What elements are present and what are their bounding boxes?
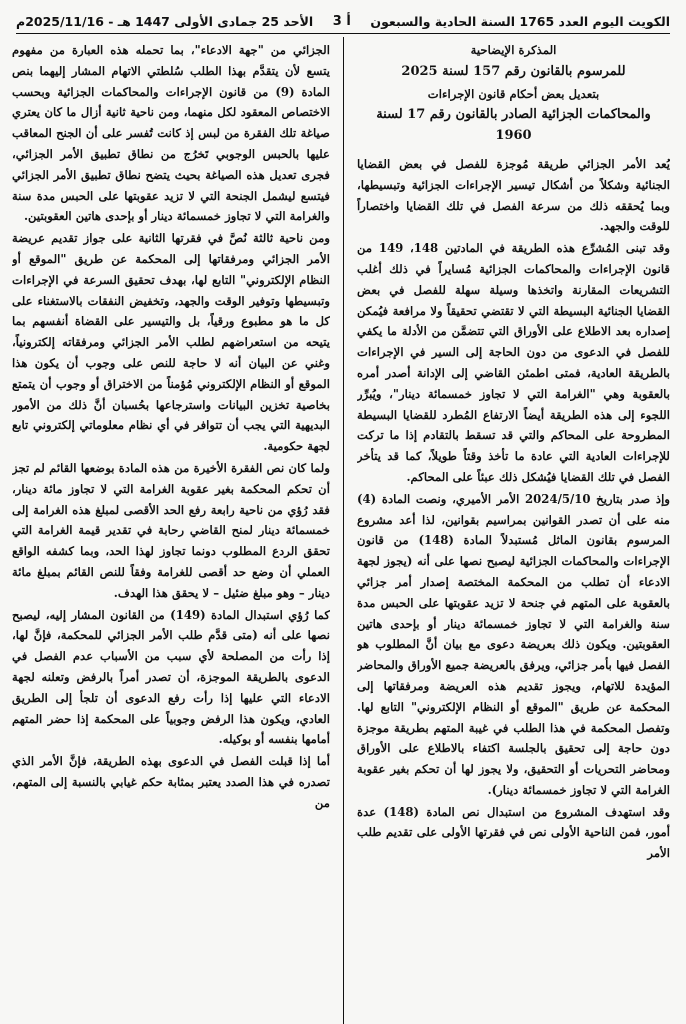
header-rule [16, 33, 670, 34]
publication-info: الكويت اليوم العدد 1765 السنة الحادية والسبعون [370, 13, 670, 29]
body-paragraph: ومن ناحية ثالثة نُصَّ في فقرتها الثانية على جواز تقديم عريضة الأمر الجزائي ومرفقاتها إلى المحكمة عن طريق "الموقع أو النظام الإلكتروني" التابع لها، بهدف تحقيق السرعة في الإجراءات وتبسيطها وتوفير الوقت والجهد، وتخفيض النفقات بالاستغناء على كل ما هو مطبوع ورقياً، بل والتيسير على القضاة أنفسهم بما يتيحه من استعراضهم لطلب الأمر الجزائي ومرفقاته إلكترونياً، وغني عن البيان أنه لا حاجة للنص على وجوب أن يكون هذا الموقع أو النظام الإلكتروني مُؤمناً من الاختراق أو وجوب أن يتمتع بخاصية تخزين البيانات واسترجاعها بحُسبان أنَّ ذلك من الأمور البديهية التي يجب أن تتوافر في أي نظام معلوماتي إلكتروني تابع لجهة حكومية. [12, 231, 330, 454]
body-paragraph: وقد استهدف المشروع من استبدال نص المادة (148) عدة أمور، فمن الناحية الأولى نص في فقرتها الأولى على تقديم طلب الأمر [357, 804, 670, 861]
page-number: أ 3 [332, 13, 351, 29]
column-divider [343, 37, 344, 1024]
body-paragraph: كما رُؤي استبدال المادة (149) من القانون المشار إليه، ليصبح نصها على أنه (متى قدَّم طلب الأمر الجزائي للمحكمة، فإنَّ لها، إذا رأت من المصلحة لأي سبب من الأسباب عدم الفصل في الدعوى بالطريقة الموجزة، أن تصدر أمراً بالرفض وتعلنه لجهة الادعاء التي عليها إذا رأت رفع الدعوى أن تلجأ إلى الطريق العادي، ويكون هذا الرفض وجوبياً على المحكمة إذا حضر المتهم أمامها بنفسه أو بوكيله. [12, 607, 330, 747]
body-paragraph: وإذ صدر بتاريخ 2024/5/10 الأمر الأميري، ونصت المادة (4) منه على أن تصدر القوانين بمراسيم بقوانين، لذا أعد مشروع المرسوم بقانون الماثل مُستبدلاً المادة (148) من قانون الإجراءات والمحاكمات الجزائية ليصبح نصها على أنه (يجوز لجهة الادعاء أن تطلب من المحكمة المختصة إصدار أمر جزائي بالعقوبة على المتهم في جنحة لا تزيد عقوبتها على الحبس مدة سنة والغرامة التي لا تجاوز خمسمائة دينار أو بإحدى هاتين العقوبتين. ويكون ذلك بعريضة دعوى مع بيان أنَّ المطلوب هو الفصل فيها بأمر جزائي، ويرفق بالعريضة جميع الأوراق والمحاضر المؤيدة للاتهام، ويجوز تقديم هذه العريضة ومرفقاتها إلى المحكمة عن طريق "الموقع أو النظام الإلكتروني" التابع لها. وتفصل المحكمة في هذا الطلب في غيبة المتهم بطريقة موجزة دون حاجة إلى تحقيق بالجلسة اكتفاء بالاطلاع على الأوراق ومحاضر التحريات أو التحقيق، ولا يجوز لها أن تحكم بغير عقوبة الغرامة التي لا تجاوز خمسمائة دينار). [357, 491, 670, 797]
issue-date: الأحد 25 جمادى الأولى 1447 هـ - 2025/11/16م [16, 13, 314, 29]
body-paragraph: الجزائي من "جهة الادعاء"، بما تحمله هذه العبارة من مفهوم يتسع لأن يتقدَّم بهذا الطلب سُلطتي الاتهام المشار إليهما بنص المادة (9) من قانون الإجراءات والمحاكمات الجزائية وبحسب الاختصاص المعقود لكل منهما، ومن ناحية ثانية أزال ما كان يعتري صياغة تلك الفقرة من لبس إذ كانت تُفسر على أن الجنح المعاقب عليها بالحبس الوجوبي تَخرُج من نطاق تطبيق الأمر الجزائي، فجرى تعديل هذه الصياغة بحيث يتضح نطاق تطبيق الأمر الجزائي فيتسع ليشمل الجنحة التي لا تزيد عقوبتها على الحبس مدة سنة والغرامة التي لا تجاوز خمسمائة دينار أو بإحدى هاتين العقوبتين. [12, 43, 330, 224]
body-paragraph: يُعد الأمر الجزائي طريقة مُوجزة للفصل في بعض القضايا الجنائية وشكلاً من أشكال تيسير الإجراءات الجزائية وتبسيطها، وبما يُحققه ذلك من سرعة الفصل في تلك القضايا واختصاراً للوقت والجهد. [357, 156, 670, 234]
body-paragraph: أما إذا قبلت الفصل في الدعوى بهذه الطريقة، فإنَّ الأمر الذي تصدره في هذا الصدد يعتبر بمثابة حكم غيابي بالنسبة إلى المتهم، من [12, 754, 330, 810]
memo-title-line: للمرسوم بالقانون رقم 157 لسنة 2025 [401, 63, 626, 79]
memo-title-line: والمحاكمات الجزائية الصادر بالقانون رقم 17 لسنة 1960 [376, 107, 651, 144]
body-paragraph: وقد تبنى المُشرِّع هذه الطريقة في المادتين 148، 149 من قانون الإجراءات والمحاكمات الجزائية مُسايراً في ذلك أغلب التشريعات المقارنة واتخذها وسيلة سهلة للفصل في بعض القضايا الجنائية البسيطة التي لا تقتضي تحقيقاً ولا مرافعة فيُمكن إصداره بعد الاطلاع على الأوراق التي تتضمَّن من الأدلة ما يكفي للفصل في الدعوى من دون الحاجة إلى السير في الإجراءات بالطريقة العادية، فمتى اطمئن القاضي إلى الإدانة أصدر أمره بالعقوبة وهي "الغرامة التي لا تجاوز خمسمائة دينار"، ويُبرِّر اللجوء إلى هذه الطريقة أيضاً الارتفاع المُطرد للقضايا البسيطة المطروحة على المحاكم والتي قد تسقط بالتقادم إذا ما تركت للإجراءات العادية التي عادة ما تأخذ وقتاً طويلاً، كما قد يتأخر الفصل في تلك القضايا فيُشكل ذلك عبئاً على المحاكم. [357, 241, 670, 484]
memo-label: المذكرة الإيضاحية [470, 43, 557, 57]
body-paragraph: ولما كان نص الفقرة الأخيرة من هذه المادة بوضعها القائم لم تجز أن تحكم المحكمة بغير عقوبة الغرامة التي لا تجاوز مائة دينار، فقد رُؤي من ناحية رابعة رفع الحد الأقصى لمبلغ هذه الغرامة إلى خمسمائة دينار لمنح القاضي رحابة في تقدير قيمة الغرامة التي تحقق الردع المطلوب دونما تجاوز لهذا الحد، وبما كشفه الواقع العملي أن وضع حد أقصى للغرامة وفقاً للنص القائم بمبلغ مائة دينار – وهو مبلغ ضئيل – لا يحقق هذا الهدف. [12, 460, 330, 600]
memo-title-line: بتعديل بعض أحكام قانون الإجراءات [427, 86, 600, 101]
right-column [357, 40, 670, 1024]
left-column [12, 40, 330, 1024]
page-header [16, 10, 670, 32]
